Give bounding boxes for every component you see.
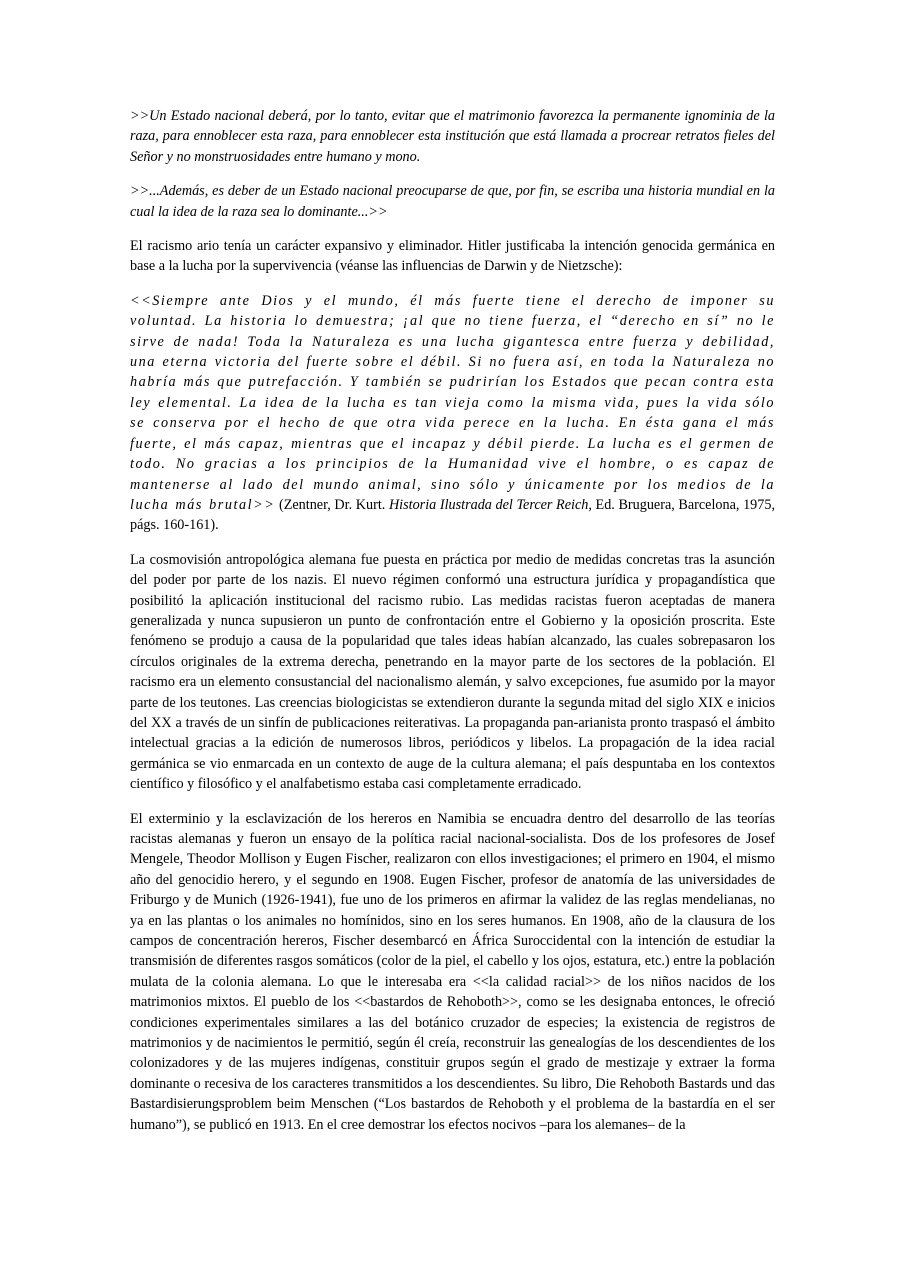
citation-prefix: (Zentner, Dr. Kurt.: [275, 496, 389, 513]
hitler-quote-paragraph: [130, 291, 775, 536]
body-paragraph-racism: El racismo ario tenía un carácter expansivo y eliminador. Hitler justificaba la intención genocida germánica en base a la lucha por la supervivencia (véanse las influencias de Darwin y de Nietzsche):: [130, 238, 775, 275]
citation-book-title: Historia Ilustrada del Tercer Reich,: [388, 496, 592, 513]
citation-suffix: Ed. Bruguera, Barcelona, 1975, págs. 160-161).: [130, 496, 775, 534]
quote-paragraph-2: >>...Además, es deber de un Estado nacional preocuparse de que, por fin, se escriba una historia mundial en la cual la idea de la raza sea lo dominante...>>: [130, 183, 775, 220]
body-paragraph-cosmovision: La cosmovisión antropológica alemana fue puesta en práctica por medio de medidas concretas tras la asunción del poder por parte de los nazis. El nuevo régimen conformó una estructura jurídica y propagandística que posibilitó la aplicación institucional del racismo rubio. Las medidas racistas fueron aceptadas de manera generalizada y nunca supusieron un punto de confrontación entre el Gobierno y la oposición proscrita. Este fenómeno se produjo a causa de la popularidad que tales ideas habían alcanzado, las cuales sobrepasaron los círculos originales de la extrema derecha, penetrando en la mayor parte de los sectores de la población. El racismo era un elemento consustancial del nacionalismo alemán, y salvo excepciones, fue asumido por la mayor parte de los teutones. Las creencias biologicistas se extendieron durante la segunda mitad del siglo XIX e inicios del XX a través de un sinfín de publicaciones reiterativas. La propaganda pan-arianista pronto traspasó el ámbito intelectual gracias a la edición de numerosos libros, periódicos y libelos. La propagación de la idea racial germánica se vio enmarcada en un contexto de auge de la cultura alemana; el país despuntaba en los contextos científico y filosófico y el analfabetismo estaba casi completamente erradicado.: [130, 551, 775, 793]
hitler-quote-text: <<Siempre ante Dios y el mundo, él más fuerte tiene el derecho de imponer su voluntad. La historia lo demuestra; ¡al que no tiene fuerza, el “derecho en sí” no le sirve de nada! Toda la Naturaleza es una lucha gigantesca entre fuerza y debilidad, una eterna victoria del fuerte sobre el débil. Si no fuera así, en toda la Naturaleza no habría más que putrefacción. Y también se pudrirían los Estados que pecan contra esta ley elemental. La idea de la lucha es tan vieja como la misma vida, pues la vida sólo se conserva por el hecho de que otra vida perece en la lucha. En ésta gana el más fuerte, el más capaz, mientras que el incapaz y débil pierde. La lucha es el germen de todo. No gracias a los principios de la Humanidad vive el hombre, o es capaz de mantenerse al lado del mundo animal, sino sólo y únicamente por los medios de la lucha más brutal>>: [130, 292, 775, 513]
quote-paragraph-1: >>Un Estado nacional deberá, por lo tanto, evitar que el matrimonio favorezca la permanente ignominia de la raza, para ennoblecer esta raza, para ennoblecer esta institución que está llamada a procrear retratos fieles del Señor y no monstruosidades entre humano y mono.: [130, 108, 775, 165]
document-page: [130, 106, 775, 1149]
body-paragraph-hereros: El exterminio y la esclavización de los hereros en Namibia se encuadra dentro del desarrollo de las teorías racistas alemanas y fueron un ensayo de la política racial nacional-socialista. Dos de los profesores de Josef Mengele, Theodor Mollison y Eugen Fischer, realizaron con ellos investigaciones; el primero en 1904, el mismo año del genocidio herero, y el segundo en 1908. Eugen Fischer, profesor de anatomía de las universidades de Friburgo y de Munich (1926-1941), fue uno de los primeros en afirmar la validez de las reglas mendelianas, no ya en las plantas o los animales no homínidos, sino en los seres humanos. En 1908, año de la clausura de los campos de concentración hereros, Fischer desembarcó en África Suroccidental con la intención de estudiar la transmisión de diferentes rasgos somáticos (color de la piel, el cabello y los ojos, estatura, etc.) entre la población mulata de la colonia alemana. Lo que le interesaba era <<la calidad racial>> de los niños nacidos de los matrimonios mixtos. El pueblo de los <<bastardos de Rehoboth>>, como se les designaba entonces, le ofreció condiciones experimentales similares a las del botánico cruzador de especies; la existencia de registros de matrimonios y de nacimientos le permitió, según él creía, reconstruir las genealogías de los descendientes de los colonizadores y de las mujeres indígenas, constituir grupos según el grado de mestizaje y extraer la forma dominante o recesiva de los caracteres transmitidos a los descendientes. Su libro, Die Rehoboth Bastards und das Bastardisierungsproblem beim Menschen (“Los bastardos de Rehoboth y el problema de la bastardía en el ser humano”), se publicó en 1913. En el cree demostrar los efectos nocivos –para los alemanes– de la: [130, 810, 775, 1133]
